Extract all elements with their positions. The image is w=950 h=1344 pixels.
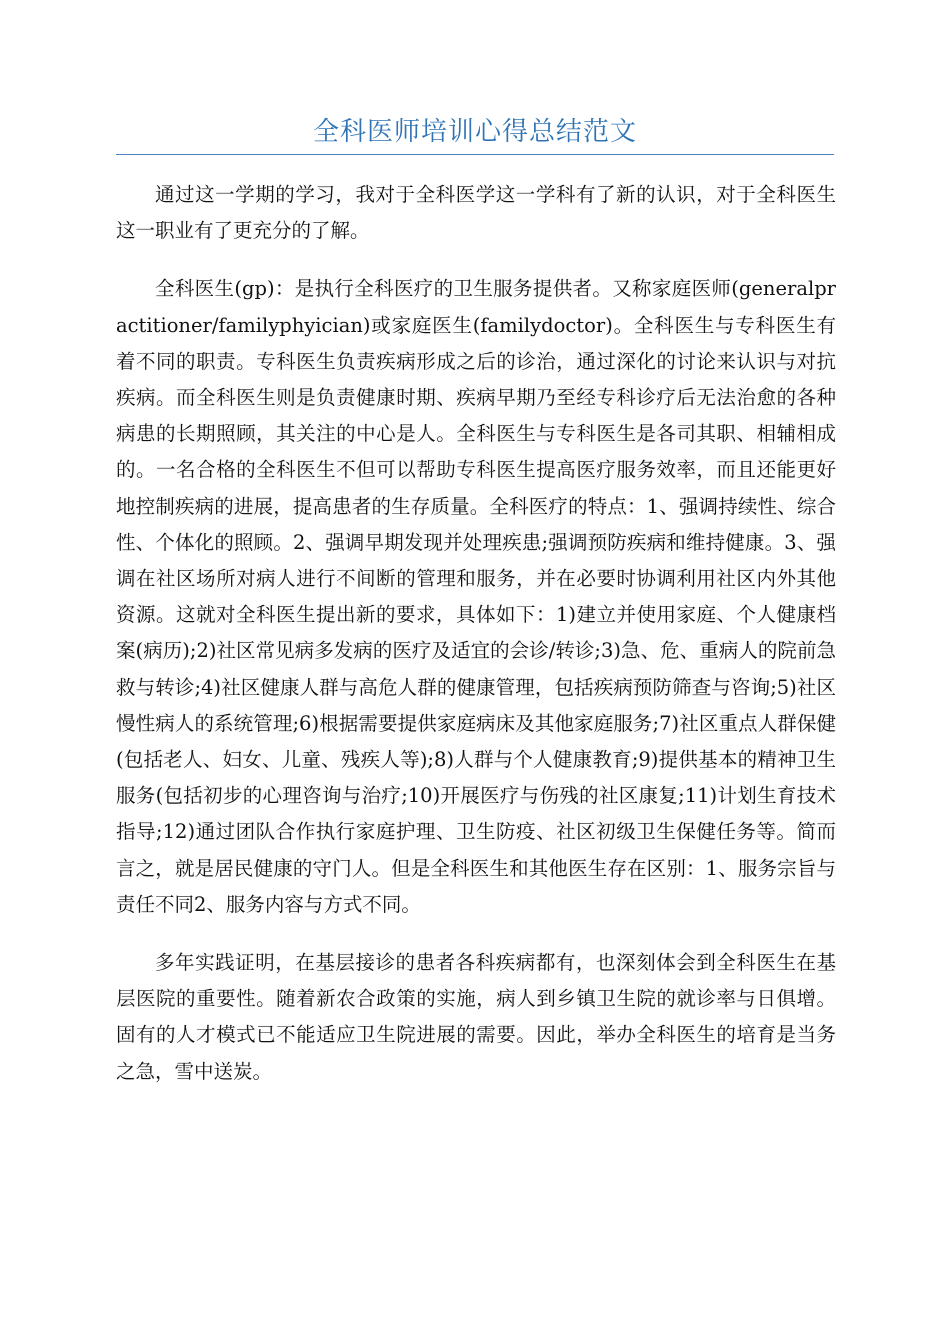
document-title: 全科医师培训心得总结范文 xyxy=(312,117,637,147)
document-body xyxy=(116,177,836,1112)
title-underline xyxy=(116,154,834,155)
paragraph-general-practitioner: 全科医生(gp)：是执行全科医疗的卫生服务提供者。又称家庭医师(generalpractitioner/familyphyician)或家庭医生(familydoctor)。全科医生与专科医生有着不同的职责。专科医生负责疾病形成之后的诊治，通过深化的讨论来认识与对抗疾病。而全科医生则是负责健康时期、疾病早期乃至经专科诊疗后无法治愈的各种病患的长期照顾，其关注的中心是人。全科医生与专科医生是各司其职、相辅相成的。一名合格的全科医生不但可以帮助专科医生提高医疗服务效率，而且还能更好地控制疾病的进展，提高患者的生存质量。全科医疗的特点：1、强调持续性、综合性、个体化的照顾。2、强调早期发现并处理疾患;强调预防疾病和维持健康。3、强调在社区场所对病人进行不间断的管理和服务，并在必要时协调利用社区内外其他资源。这就对全科医生提出新的要求，具体如下：1)建立并使用家庭、个人健康档案(病历);2)社区常见病多发病的医疗及适宜的会诊/转诊;3)急、危、重病人的院前急救与转诊;4)社区健康人群与高危人群的健康管理，包括疾病预防筛查与咨询;5)社区慢性病人的系统管理;6)根据需要提供家庭病床及其他家庭服务;7)社区重点人群保健(包括老人、妇女、儿童、残疾人等);8)人群与个人健康教育;9)提供基本的精神卫生服务(包括初步的心理咨询与治疗;10)开展医疗与伤残的社区康复;11)计划生育技术指导;12)通过团队合作执行家庭护理、卫生防疫、社区初级卫生保健任务等。简而言之，就是居民健康的守门人。但是全科医生和其他医生存在区别：1、服务宗旨与责任不同2、服务内容与方式不同。 xyxy=(116,277,836,916)
paragraph-practice: 多年实践证明，在基层接诊的患者各科疾病都有，也深刻体会到全科医生在基层医院的重要性。随着新农合政策的实施，病人到乡镇卫生院的就诊率与日俱增。固有的人才模式已不能适应卫生院进展的需要。因此，举办全科医生的培育是当务之急，雪中送炭。 xyxy=(116,951,836,1083)
paragraph-intro: 通过这一学期的学习，我对于全科医学这一学科有了新的认识，对于全科医生这一职业有了更充分的了解。 xyxy=(116,183,836,243)
